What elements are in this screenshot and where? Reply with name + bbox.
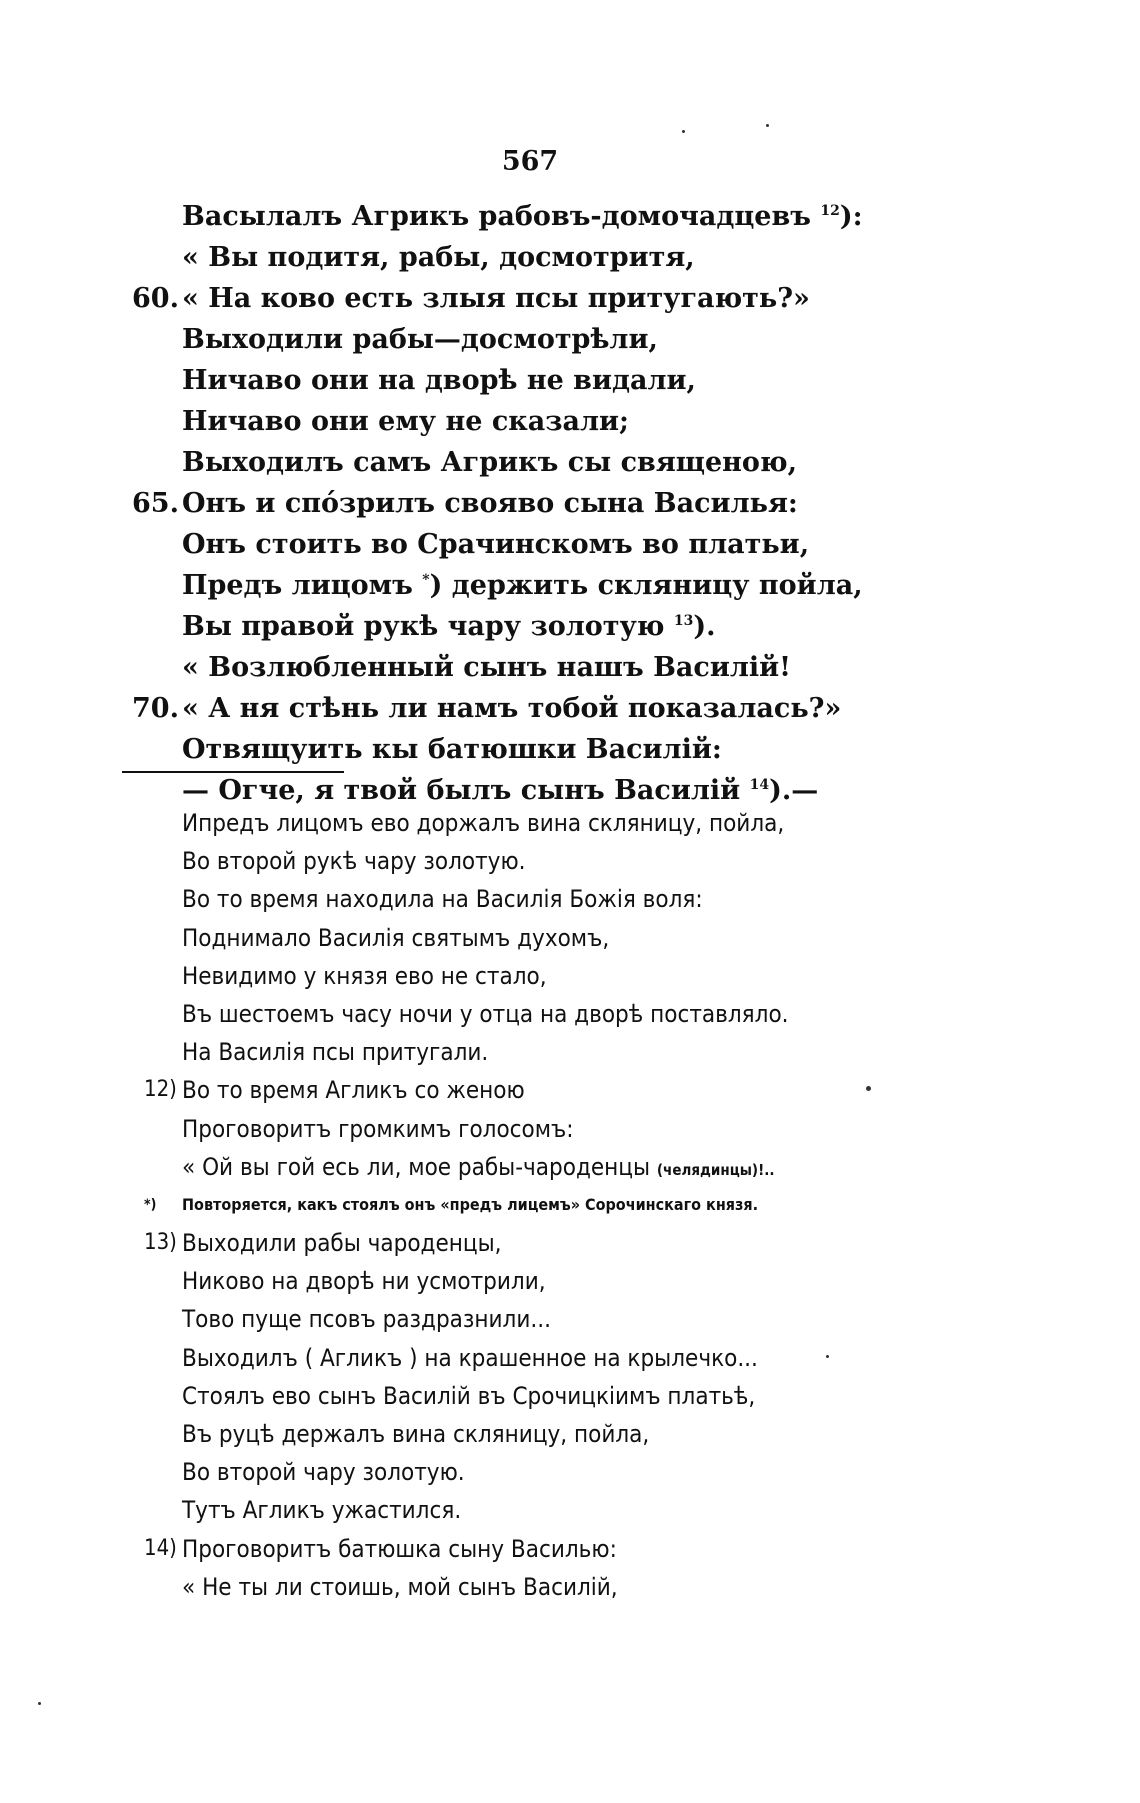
verse-line-text-continued: ): <box>839 201 863 232</box>
footnote-reference: 13 <box>673 613 694 629</box>
footnote-line <box>130 1377 1030 1415</box>
verse-line <box>132 360 1032 401</box>
print-speck <box>866 1086 871 1091</box>
verse-line-text: Предъ лицомъ <box>182 570 413 601</box>
footnote-line <box>130 1033 1030 1071</box>
print-speck <box>38 1702 41 1705</box>
footnote-line <box>130 1339 1030 1377</box>
footnote-reference: 12 <box>820 203 840 219</box>
footnote-text: Ипредъ лицомъ ево доржалъ вина скляницу, пойла, <box>182 809 785 837</box>
verse-line-text: « Вы подитя, рабы, досмотритя, <box>182 242 695 273</box>
footnote-text: Въ руцѣ держалъ вина скляницу, пойла, <box>182 1420 650 1448</box>
footnote-text: Стоялъ ево сынъ Василій въ Срочицкіимъ платьѣ, <box>182 1381 756 1410</box>
verse-line <box>132 196 1032 237</box>
footnote-text: Во то время Агликъ со женою <box>182 1076 525 1105</box>
verse-line-number: 70. <box>132 693 179 724</box>
verse-line-number: 65. <box>132 488 179 519</box>
verse-line-text: « На ково есть злыя псы притугають?» <box>182 283 810 314</box>
footnote-line <box>130 1224 1030 1262</box>
verse-line <box>132 524 1032 565</box>
footnote-text: Во то время находила на Василія Божія воля: <box>182 885 703 914</box>
verse-line <box>132 319 1032 360</box>
footnote-text: Тово пуще псовъ раздразнили... <box>182 1305 551 1334</box>
footnote-text: Тутъ Агликъ ужастился. <box>182 1496 462 1525</box>
footnote-line <box>130 1568 1030 1606</box>
verse-line-text: Ничаво они на дворѣ не видали, <box>182 365 696 396</box>
footnote-text: Выходилъ ( Агликъ ) на крашенное на крылечко... <box>182 1343 758 1372</box>
footnote-marker: *) <box>144 1196 157 1213</box>
footnote-text: Невидимо у князя ево не стало, <box>182 961 547 990</box>
verse-block <box>132 196 1032 811</box>
footnote-line <box>130 957 1030 995</box>
footnote-line <box>130 919 1030 957</box>
footnote-line <box>130 842 1030 880</box>
verse-line <box>132 729 1032 770</box>
verse-line <box>132 647 1032 688</box>
footnote-reference: 14 <box>749 777 770 793</box>
verse-line <box>132 565 1032 606</box>
footnote-line <box>130 1530 1030 1568</box>
footnote-line <box>130 1110 1030 1148</box>
footnote-text: « Не ты ли стоишь, мой сынъ Василій, <box>182 1572 618 1601</box>
footnotes-block <box>130 804 1030 1606</box>
verse-line <box>132 278 1032 319</box>
footnote-line <box>130 1300 1030 1338</box>
footnote-text: Въ шестоемъ часу ночи у отца на дворѣ поставляло. <box>182 999 789 1028</box>
verse-line-text-continued: ).— <box>769 775 819 806</box>
footnote-text: Во второй чару золотую. <box>182 1458 465 1487</box>
footnote-gloss: (челядинцы)!.. <box>656 1160 775 1179</box>
verse-line <box>132 688 1032 729</box>
footnote-text: « Ой вы гой есь ли, мое рабы-чароденцы <box>182 1152 651 1181</box>
footnote-line <box>130 995 1030 1033</box>
footnote-marker: 13) <box>144 1230 177 1256</box>
footnote-line <box>130 1186 1030 1224</box>
footnote-line <box>130 804 1030 842</box>
verse-line <box>132 483 1032 524</box>
print-speck <box>826 1355 829 1358</box>
footnote-marker: 14) <box>144 1535 177 1561</box>
footnote-line <box>130 880 1030 918</box>
footnote-line <box>130 1453 1030 1491</box>
footnote-line <box>130 1071 1030 1109</box>
verse-line-text: Онъ и спо́зрилъ своявo сына Василья: <box>182 488 798 519</box>
verse-line-text: Отвящуить кы батюшки Василій: <box>182 734 722 765</box>
verse-line-text: — Огче, я твой былъ сынъ Василій <box>182 775 741 806</box>
footnote-text: На Василія псы притугали. <box>182 1038 489 1067</box>
verse-line-text-continued: ). <box>693 611 716 642</box>
footnote-text: Проговоритъ громкимъ голосомъ: <box>182 1114 574 1143</box>
verse-line-text: « Возлюбленный сынъ нашъ Василій! <box>182 652 792 683</box>
footnote-text: Поднимало Василія святымъ духомъ, <box>182 923 610 952</box>
verse-line-text: « А ня стѣнь ли намъ тобой показалась?» <box>182 693 842 724</box>
footnote-line <box>130 1262 1030 1300</box>
verse-line-text-continued: ) держить скляницу пойла, <box>429 570 863 601</box>
verse-line <box>132 606 1032 647</box>
footnote-text: Во второй рукѣ чару золотую. <box>182 847 526 876</box>
footnote-line <box>130 1491 1030 1529</box>
footnote-line <box>130 1148 1030 1186</box>
footnote-line <box>130 1415 1030 1453</box>
footnote-text: Проговоритъ батюшка сыну Василью: <box>182 1534 617 1563</box>
footnote-divider <box>122 771 344 773</box>
footnote-marker: 12) <box>144 1077 177 1103</box>
print-speck <box>766 124 769 127</box>
verse-line-text: Выходилъ самъ Агрикъ сы священою, <box>182 447 798 478</box>
footnote-reference: * <box>422 572 430 588</box>
verse-line-text: Вы правой рукѣ чару золотую <box>182 611 665 642</box>
verse-line-text: Ничаво они ему не сказали; <box>182 406 630 437</box>
verse-line-text: Васылалъ Агрикъ рабовъ-домочадцевъ <box>182 201 811 232</box>
footnote-text: Выходили рабы чароденцы, <box>182 1229 502 1258</box>
verse-line <box>132 237 1032 278</box>
verse-line-number: 60. <box>132 283 179 314</box>
verse-line-text: Онъ стоить во Срачинскомъ во платьи, <box>182 529 810 560</box>
verse-line <box>132 442 1032 483</box>
footnote-text: Никово на дворѣ ни усмотрили, <box>182 1267 546 1296</box>
verse-line <box>132 401 1032 442</box>
page-number: 567 <box>501 146 559 177</box>
print-speck <box>682 130 685 133</box>
footnote-text: Повторяется, какъ стоялъ онъ «предъ лицемъ» Сорочинскаго князя. <box>182 1194 759 1214</box>
verse-line-text: Выходили рабы—досмотрѣли, <box>182 324 658 355</box>
